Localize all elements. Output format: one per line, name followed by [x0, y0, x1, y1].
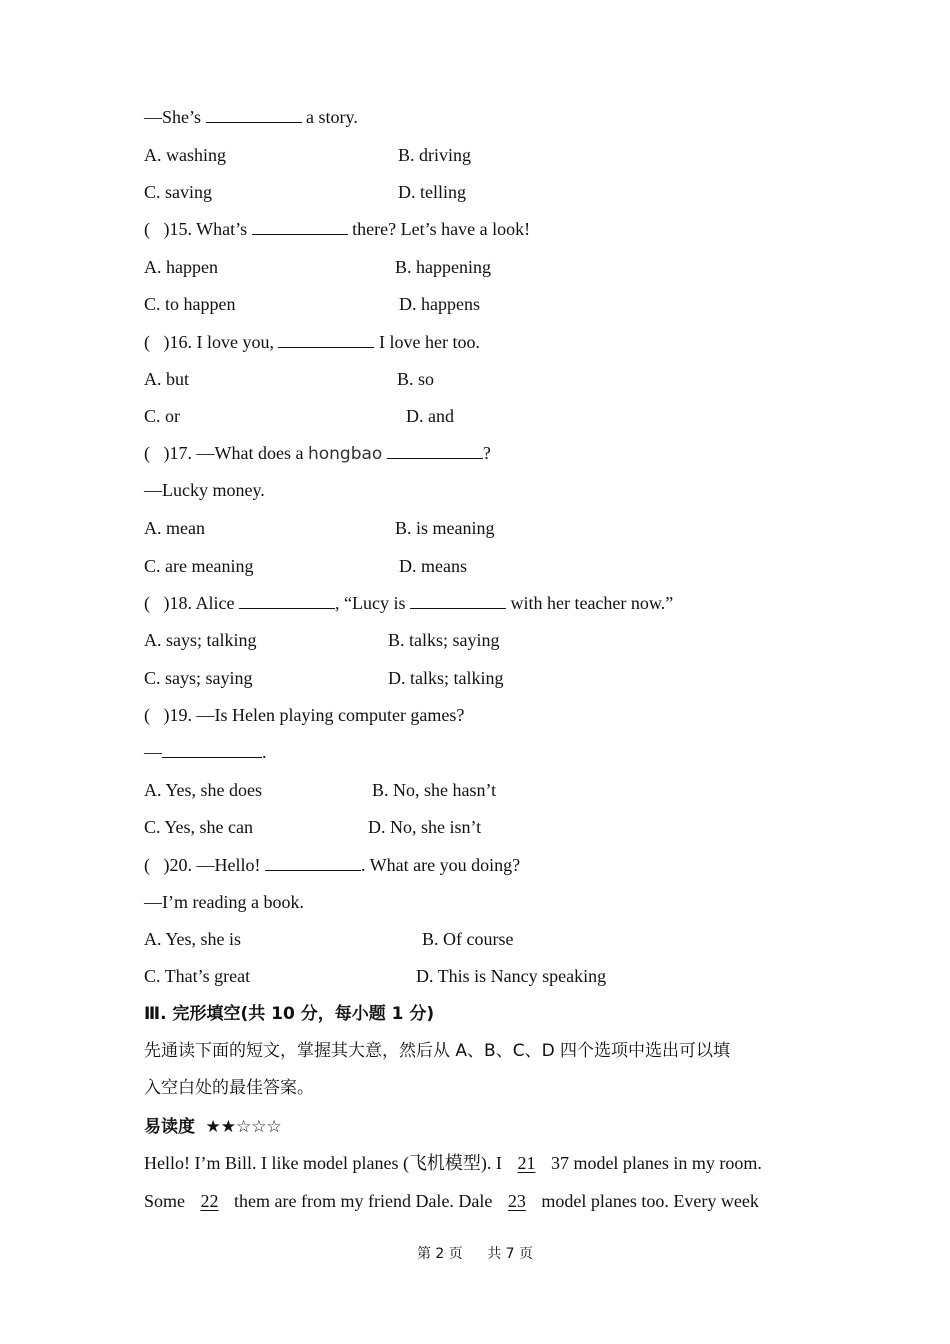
q15-option-a: A. happen [144, 257, 218, 277]
q15-option-b: B. happening [395, 257, 491, 277]
q20-answer: —I’m reading a book. [144, 892, 304, 912]
q18-blank-2 [410, 592, 506, 609]
q18-option-b: B. talks; saying [388, 630, 500, 650]
q19-option-c: C. Yes, she can [144, 817, 254, 837]
q17-blank [387, 442, 483, 459]
q16-rest: I love her too. [378, 332, 480, 352]
q18-option-d: D. talks; talking [388, 668, 504, 688]
q20-option-d: D. This is Nancy speaking [416, 966, 607, 986]
q16-number: ( )16. I love you, [144, 332, 274, 352]
q16-option-c: C. or [144, 406, 180, 426]
q18-option-c: C. says; saying [144, 668, 253, 688]
q19-question: ( )19. —Is Helen playing computer games? [144, 705, 465, 725]
q16-option-a: A. but [144, 369, 189, 389]
footer-total-pages: 共 7 页 [487, 1246, 534, 1262]
passage-line1-text-a: Hello! I’m Bill. I like model planes (飞机模型). I [144, 1153, 502, 1173]
q14-answer-suffix: a story. [306, 107, 358, 127]
passage-line2-text-b: them are from my friend Dale. Dale [234, 1191, 493, 1211]
q18-blank-1 [239, 592, 335, 609]
q19-option-b: B. No, she hasn’t [372, 780, 497, 800]
q19-option-d: D. No, she isn’t [368, 817, 482, 837]
q20-rest: . What are you doing? [360, 855, 521, 875]
q19-option-a: A. Yes, she does [144, 780, 263, 800]
q20-option-b: B. Of course [422, 929, 514, 949]
page-footer [0, 1243, 950, 1263]
difficulty-row [144, 1115, 282, 1138]
q17-option-c: C. are meaning [144, 556, 254, 576]
q17-option-a: A. mean [144, 518, 205, 538]
q18-option-a: A. says; talking [144, 630, 257, 650]
passage-line-2 [144, 1190, 759, 1212]
q15-question [144, 218, 530, 240]
q15-option-c: C. to happen [144, 294, 236, 314]
q17-question [144, 442, 491, 465]
section3-instructions-line2: 入空白处的最佳答案。 [144, 1078, 314, 1098]
difficulty-stars-icon: ★★☆☆☆ [205, 1117, 282, 1137]
q19-answer [144, 741, 267, 763]
q17-answer: —Lucky money. [144, 480, 265, 500]
q18-number: ( )18. Alice [144, 593, 235, 613]
q15-blank [252, 218, 348, 235]
passage-line2-text-a: Some [144, 1191, 186, 1211]
passage-line2-text-c: model planes too. Every week [541, 1191, 759, 1211]
q15-option-d: D. happens [399, 294, 480, 314]
q16-blank [278, 331, 374, 348]
section3-heading: Ⅲ. 完形填空(共 10 分，每小题 1 分) [144, 1004, 435, 1024]
q16-option-d: D. and [406, 406, 454, 426]
q14-answer-prefix: —She’s [144, 107, 202, 127]
q19-blank [162, 741, 262, 758]
q17-option-d: D. means [399, 556, 467, 576]
q14-option-a: A. washing [144, 145, 226, 165]
q16-option-b: B. so [397, 369, 435, 389]
q14-option-c: C. saving [144, 182, 213, 202]
q17-number: ( )17. —What does a [144, 443, 304, 463]
blank-22: 22 [200, 1191, 219, 1211]
q18-question [144, 592, 673, 614]
q20-number: ( )20. —Hello! [144, 855, 261, 875]
q19-answer-suffix: . [262, 742, 267, 762]
footer-page-number: 第 2 页 [416, 1246, 463, 1262]
q17-word: hongbao [307, 444, 383, 464]
q16-question [144, 331, 480, 353]
q19-answer-prefix: — [144, 742, 162, 762]
q17-option-b: B. is meaning [395, 518, 495, 538]
q20-option-a: A. Yes, she is [144, 929, 242, 949]
q18-rest: with her teacher now.” [510, 593, 674, 613]
q14-answer-line [144, 106, 358, 128]
q15-number: ( )15. What’s [144, 219, 248, 239]
q14-option-b: B. driving [398, 145, 472, 165]
passage-line-1 [144, 1152, 762, 1174]
q14-option-d: D. telling [398, 182, 466, 202]
q18-mid: , “Lucy is [334, 593, 406, 613]
q20-option-c: C. That’s great [144, 966, 251, 986]
q15-rest: there? Let’s have a look! [352, 219, 531, 239]
q20-question [144, 854, 520, 876]
section3-instructions-line1: 先通读下面的短文，掌握其大意，然后从 A、B、C、D 四个选项中选出可以填 [144, 1041, 731, 1061]
passage-line1-text-b: 37 model planes in my room. [550, 1153, 762, 1173]
difficulty-label: 易读度 [144, 1117, 195, 1137]
blank-21: 21 [517, 1153, 536, 1173]
q20-blank [265, 854, 361, 871]
blank-23: 23 [507, 1191, 526, 1211]
q14-blank [206, 106, 302, 123]
q17-rest: ? [482, 443, 491, 463]
